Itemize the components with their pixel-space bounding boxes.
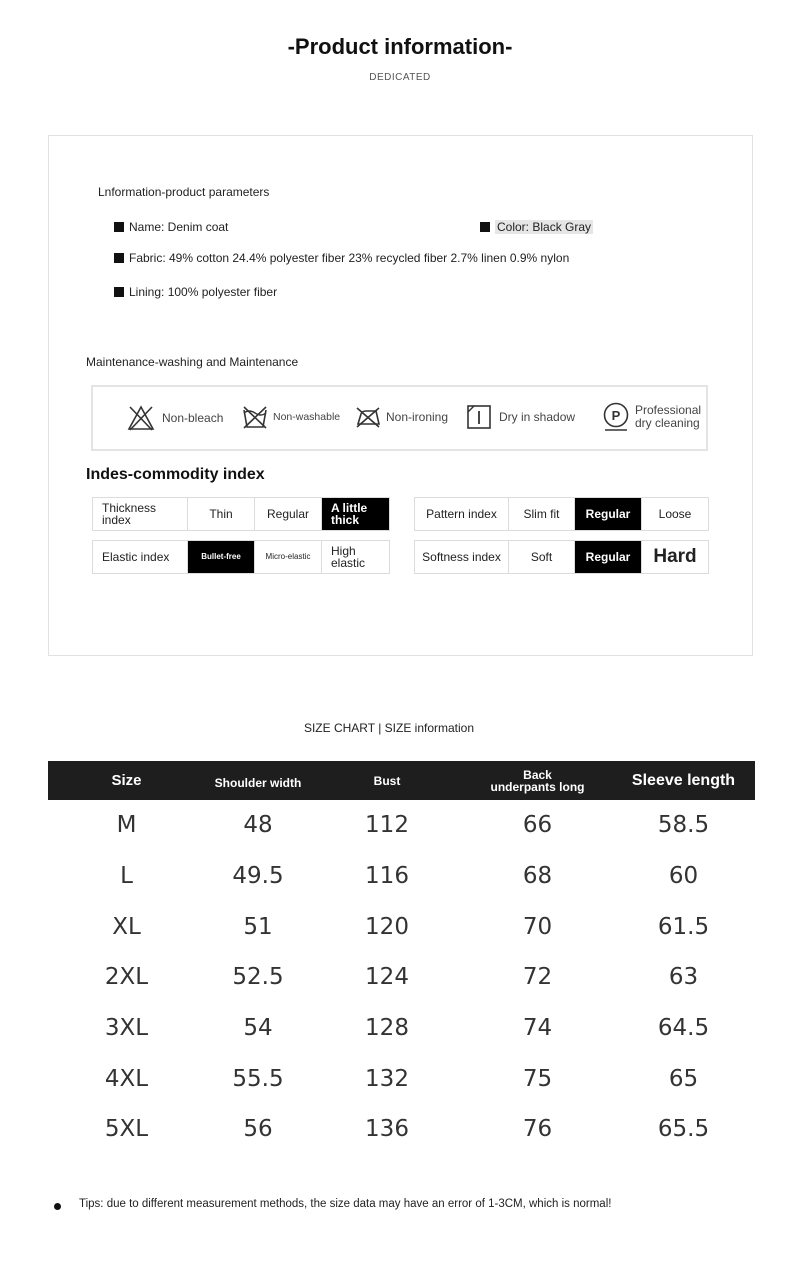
table-cell: 116 xyxy=(365,863,409,890)
table-cell: 2XL xyxy=(104,964,149,991)
table-cell: 4XL xyxy=(104,1065,149,1092)
table-row xyxy=(48,1053,755,1104)
table-cell: 68 xyxy=(522,863,553,890)
param-lining xyxy=(114,285,277,299)
table-cell: 75 xyxy=(522,1065,553,1092)
size-table xyxy=(48,761,755,1155)
tips-text: Tips: due to different measurement methods, the size data may have an error of 1-3CM, which is normal! xyxy=(79,1197,612,1210)
table-cell: 48 xyxy=(243,812,273,839)
table-cell: XL xyxy=(112,913,141,940)
table-cell: 3XL xyxy=(104,1015,149,1042)
table-cell: 52.5 xyxy=(232,964,284,991)
table-cell: 58.5 xyxy=(657,812,710,839)
table-cell: L xyxy=(120,863,133,890)
non-washable-icon xyxy=(241,404,269,430)
table-row xyxy=(48,952,755,1003)
table-cell: 136 xyxy=(365,1116,409,1143)
param-fabric xyxy=(114,251,569,265)
header-size: Size xyxy=(111,771,142,789)
table-cell: 49.5 xyxy=(232,863,284,890)
care-instructions xyxy=(91,385,708,451)
table-cell: 63 xyxy=(668,964,699,991)
tips-note xyxy=(54,1197,611,1210)
dry-in-shadow-icon xyxy=(466,404,492,430)
table-cell: 54 xyxy=(243,1015,273,1042)
care-label: Non-washable xyxy=(273,410,341,423)
care-item-non-washable xyxy=(241,404,340,430)
table-cell: 70 xyxy=(522,913,553,940)
softness-option-hard: Hard xyxy=(653,546,697,567)
table-cell: 56 xyxy=(243,1116,273,1143)
param-fabric-text: Fabric: 49% cotton 24.4% polyester fiber 23% recycled fiber 2.7% linen 0.9% nylon xyxy=(129,251,570,265)
table-cell: 74 xyxy=(522,1015,553,1042)
size-table-body xyxy=(48,800,755,1155)
maintenance-heading: Maintenance-washing and Maintenance xyxy=(86,355,299,369)
param-lining-text: Lining: 100% polyester fiber xyxy=(129,285,278,299)
header-back-line2: underpants long xyxy=(490,779,585,794)
elastic-index-table xyxy=(92,540,390,574)
header-back-underpants-long xyxy=(463,769,612,793)
softness-index-label: Softness index xyxy=(415,541,509,573)
table-cell: 65.5 xyxy=(657,1116,710,1143)
table-row xyxy=(48,851,755,902)
care-label-line2: dry cleaning xyxy=(635,416,700,430)
table-cell: 61.5 xyxy=(657,913,710,940)
table-cell: 72 xyxy=(522,964,553,991)
pattern-index-label: Pattern index xyxy=(415,498,509,530)
table-cell: 55.5 xyxy=(232,1065,284,1092)
table-cell: 64.5 xyxy=(657,1015,710,1042)
pattern-option-loose: Loose xyxy=(658,507,692,521)
svg-text:P: P xyxy=(611,408,621,423)
table-cell: 51 xyxy=(243,913,273,940)
table-cell: 60 xyxy=(668,863,699,890)
bullet-dot-icon xyxy=(54,1203,61,1210)
thickness-option-a-little-thick: A little thick xyxy=(322,498,389,530)
elastic-index-label: Elastic index xyxy=(93,541,188,573)
table-cell: 128 xyxy=(365,1015,409,1042)
table-cell: M xyxy=(116,812,137,839)
table-cell: 76 xyxy=(522,1116,553,1143)
page-subtitle: DEDICATED xyxy=(369,72,431,83)
size-table-header xyxy=(48,761,755,800)
thickness-index-label: Thickness index xyxy=(93,498,188,530)
table-row xyxy=(48,1003,755,1054)
care-label: Non-bleach xyxy=(162,410,224,425)
bullet-square-icon xyxy=(480,222,490,232)
size-chart-caption: SIZE CHART | SIZE information xyxy=(303,721,475,735)
header-bust: Bust xyxy=(373,773,401,788)
page-title: -Product information- xyxy=(287,34,513,59)
bullet-square-icon xyxy=(114,253,124,263)
bullet-square-icon xyxy=(114,287,124,297)
non-ironing-icon xyxy=(354,404,382,430)
table-cell: 5XL xyxy=(104,1116,149,1143)
pattern-option-regular: Regular xyxy=(575,498,642,530)
param-color xyxy=(480,220,593,234)
header-back-line1: Back xyxy=(523,767,552,782)
bullet-square-icon xyxy=(114,222,124,232)
table-row xyxy=(48,800,755,851)
care-item-professional-dry-cleaning xyxy=(601,401,701,433)
care-item-non-ironing xyxy=(354,404,448,430)
param-name xyxy=(114,220,228,234)
elastic-option-bullet-free: Bullet-free xyxy=(188,541,255,573)
elastic-option-high-elastic: High elastic xyxy=(331,544,366,570)
softness-index-table xyxy=(414,540,709,574)
index-heading: Indes-commodity index xyxy=(86,466,265,483)
table-cell: 120 xyxy=(365,913,409,940)
softness-option-regular: Regular xyxy=(575,541,642,573)
thickness-option-regular: Regular xyxy=(255,498,322,530)
table-cell: 65 xyxy=(668,1065,699,1092)
param-name-text: Name: Denim coat xyxy=(129,220,229,234)
table-cell: 132 xyxy=(365,1065,409,1092)
header-sleeve-length: Sleeve length xyxy=(631,771,736,789)
thickness-index-table xyxy=(92,497,390,531)
thickness-option-thin: Thin xyxy=(188,498,255,530)
professional-dry-cleaning-icon xyxy=(601,401,631,433)
param-color-text: Color: Black Gray xyxy=(497,220,592,234)
table-cell: 66 xyxy=(522,812,553,839)
care-item-non-bleach xyxy=(126,404,223,432)
care-label: Non-ironing xyxy=(386,409,449,424)
table-cell: 124 xyxy=(365,964,409,991)
table-cell: 112 xyxy=(365,812,409,839)
pattern-index-table xyxy=(414,497,709,531)
header-shoulder-width: Shoulder width xyxy=(214,775,302,790)
table-row xyxy=(48,901,755,952)
elastic-option-micro-elastic: Micro-elastic xyxy=(255,541,322,573)
care-label-line1: Professional xyxy=(635,403,702,417)
care-label: Dry in shadow xyxy=(499,409,576,424)
care-label xyxy=(635,404,701,430)
params-heading: Lnformation-product parameters xyxy=(98,185,270,199)
pattern-option-slim-fit: Slim fit xyxy=(509,498,575,530)
table-row xyxy=(48,1104,755,1155)
care-item-dry-in-shadow xyxy=(466,404,575,430)
non-bleach-icon xyxy=(126,404,156,432)
softness-option-soft: Soft xyxy=(509,541,575,573)
